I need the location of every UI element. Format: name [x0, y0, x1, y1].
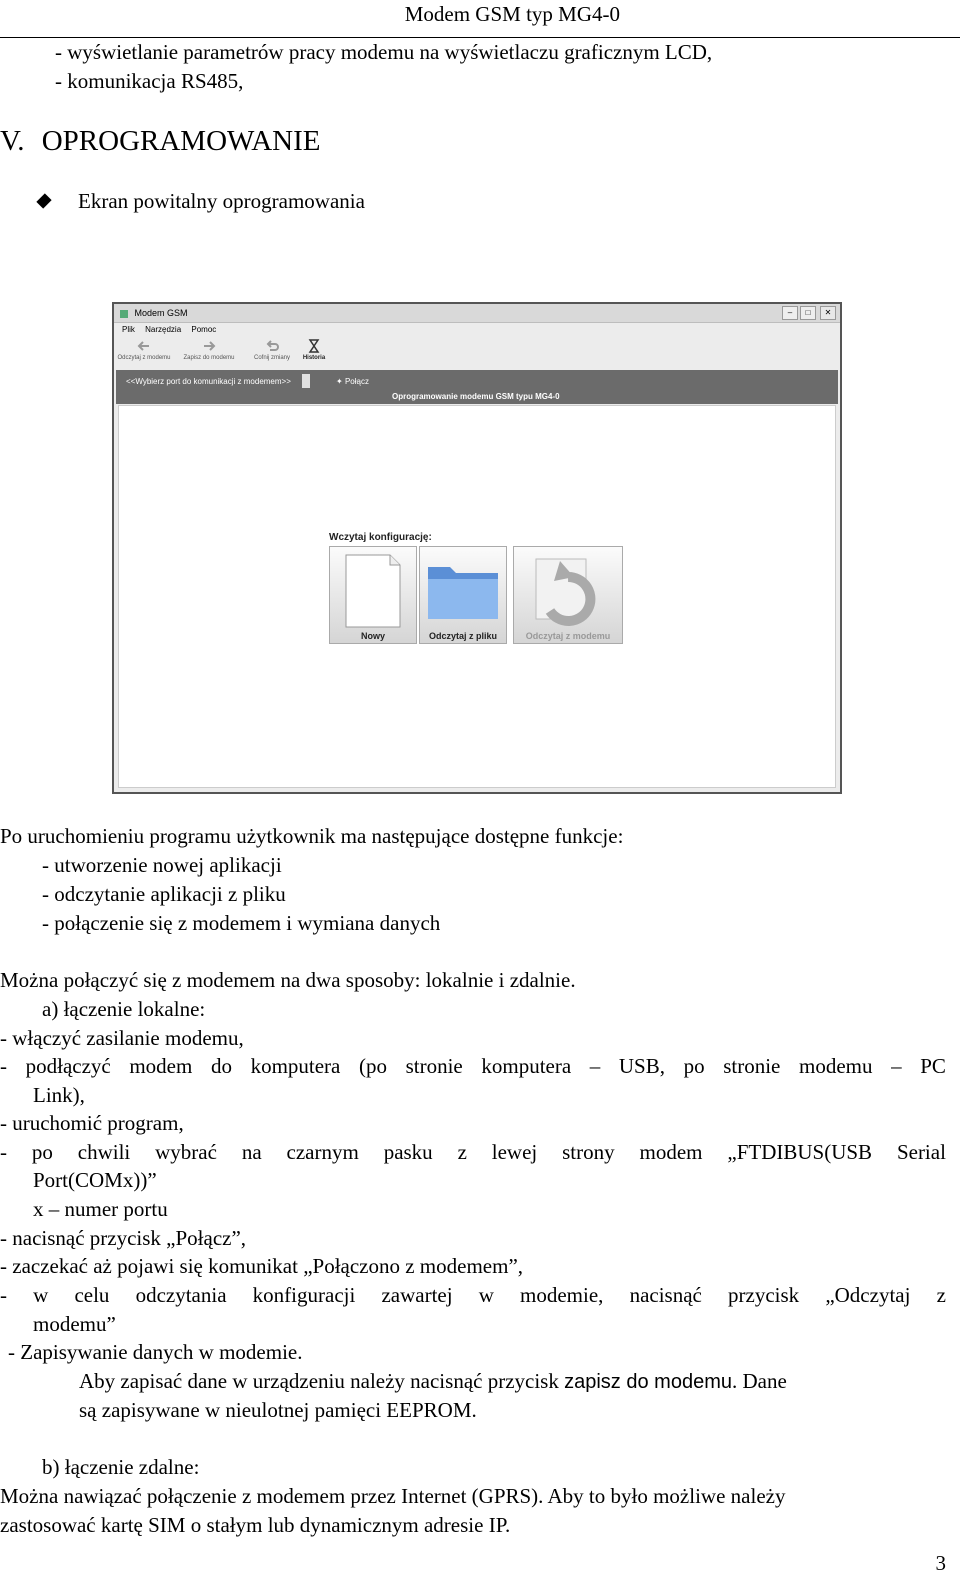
word: „FTDIBUS(USB — [727, 1140, 873, 1164]
function-item: - odczytanie aplikacji z pliku — [42, 882, 286, 906]
local-heading: a) łączenie lokalne: — [42, 997, 206, 1021]
arrow-left-icon — [137, 339, 151, 353]
port-note: x – numer portu — [33, 1197, 168, 1221]
tile-label: Nowy — [360, 631, 385, 641]
connection-intro: Można połączyć się z modemem na dwa sposoby: lokalnie i zdalnie. — [0, 968, 576, 992]
word: po — [683, 1054, 705, 1078]
save-instruction: Aby zapisać dane w urządzeniu należy nacisnąć przycisk zapisz do modemu. Dane — [79, 1369, 787, 1393]
new-config-tile[interactable] — [329, 546, 417, 644]
local-step-continuation: modemu” — [33, 1312, 116, 1336]
subheading: Ekran powitalny oprogramowania — [78, 189, 365, 213]
undo-tool[interactable]: Cofnij zmiany — [242, 339, 302, 361]
word: – — [589, 1054, 601, 1078]
word: lewej — [491, 1140, 538, 1164]
functions-intro: Po uruchomieniu programu użytkownik ma następujące dostępne funkcje: — [0, 824, 624, 848]
close-button[interactable]: ✕ — [820, 306, 836, 320]
write-to-modem-tool[interactable]: Zapisz do modemu — [179, 339, 239, 361]
word: USB, — [618, 1054, 665, 1078]
word: odczytania — [135, 1283, 227, 1307]
minimize-button[interactable]: – — [782, 306, 798, 320]
work-area — [118, 405, 836, 788]
word: komputera — [481, 1054, 572, 1078]
word: podłączyć — [25, 1054, 111, 1078]
word: modemie, — [520, 1283, 604, 1307]
word: z — [457, 1140, 467, 1164]
function-item: - utworzenie nowej aplikacji — [42, 853, 282, 877]
local-step: - uruchomić program, — [0, 1111, 184, 1135]
word: (po — [358, 1054, 387, 1078]
read-from-modem-tool[interactable]: Odczytaj z modemu — [114, 339, 174, 361]
section-title: OPROGRAMOWANIE — [41, 125, 321, 157]
word: chwili — [77, 1140, 131, 1164]
word: modemu — [798, 1054, 873, 1078]
blank-document-icon — [342, 553, 404, 629]
hourglass-icon — [307, 339, 321, 353]
word: - — [0, 1140, 7, 1164]
intro-list-item: - komunikacja RS485, — [55, 69, 244, 93]
word: komputera — [250, 1054, 341, 1078]
toolbar — [114, 337, 840, 369]
port-bar — [116, 370, 838, 404]
remote-text: Można nawiązać połączenie z modemem przez Internet (GPRS). Aby to było możliwe należy — [0, 1484, 786, 1508]
remote-heading: b) łączenie zdalne: — [42, 1455, 200, 1479]
window-titlebar — [114, 304, 840, 323]
word: modem — [639, 1140, 703, 1164]
word: pasku — [383, 1140, 433, 1164]
refresh-arrow-icon — [530, 551, 606, 627]
undo-icon — [265, 339, 279, 353]
function-item: - połączenie się z modemem i wymiana danych — [42, 911, 441, 935]
word: strony — [562, 1140, 615, 1164]
local-step: - nacisnąć przycisk „Połącz”, — [0, 1226, 247, 1250]
menu-tools[interactable]: Narzędzia — [145, 325, 182, 334]
section-number: V. — [0, 125, 25, 157]
section-heading — [0, 124, 320, 158]
local-step-continuation: Port(COMx))” — [33, 1168, 157, 1192]
load-config-label: Wczytaj konfigurację: — [329, 532, 432, 543]
local-step: - zaczekać aż pojawi się komunikat „Połączono z modemem”, — [0, 1254, 524, 1278]
word: po — [31, 1140, 53, 1164]
word: Serial — [896, 1140, 946, 1164]
app-screenshot — [112, 302, 842, 794]
save-instruction: są zapisywane w nieulotnej pamięci EEPROM. — [79, 1398, 477, 1422]
bullet-diamond-icon — [36, 193, 51, 208]
word: zawartej — [381, 1283, 453, 1307]
word: wybrać — [155, 1140, 217, 1164]
menu-file[interactable]: Plik — [122, 325, 135, 334]
window-title: Modem GSM — [134, 308, 188, 318]
local-step-justified — [0, 1281, 946, 1310]
local-step-justified — [0, 1052, 946, 1081]
word: nacisnąć — [629, 1283, 702, 1307]
word: „Odczytaj — [825, 1283, 911, 1307]
tile-label: Odczytaj z pliku — [428, 631, 497, 641]
port-select[interactable]: <<Wybierz port do komunikacji z modemem>> — [126, 377, 291, 386]
maximize-button[interactable]: □ — [800, 306, 816, 320]
intro-list-item: - wyświetlanie parametrów pracy modemu na wyświetlaczu graficznym LCD, — [55, 40, 713, 64]
word: celu — [74, 1283, 110, 1307]
remote-text: zastosować kartę SIM o stałym lub dynamicznym adresie IP. — [0, 1513, 511, 1537]
local-step: - włączyć zasilanie modemu, — [0, 1026, 244, 1050]
page-number: 3 — [935, 1551, 946, 1575]
word: w — [33, 1283, 49, 1307]
word: stronie — [723, 1054, 781, 1078]
menu-bar — [114, 323, 840, 337]
word: z — [936, 1283, 946, 1307]
word: czarnym — [286, 1140, 359, 1164]
connect-button[interactable]: ✦ Połącz — [336, 377, 369, 386]
word: do — [210, 1054, 232, 1078]
word: - — [0, 1283, 7, 1307]
word: na — [241, 1140, 262, 1164]
word: przycisk — [728, 1283, 800, 1307]
history-tool[interactable]: Historia — [284, 339, 344, 361]
app-icon — [120, 310, 128, 318]
menu-help[interactable]: Pomoc — [191, 325, 217, 334]
word: konfiguracji — [252, 1283, 356, 1307]
tile-label: Odczytaj z modemu — [525, 631, 611, 641]
word: - — [0, 1054, 7, 1078]
local-step-justified — [0, 1138, 946, 1167]
folder-icon — [426, 559, 500, 621]
local-step: - Zapisywanie danych w modemie. — [8, 1340, 303, 1364]
arrow-right-icon — [202, 339, 216, 353]
read-modem-tile[interactable] — [513, 546, 623, 644]
word: stronie — [405, 1054, 463, 1078]
load-file-tile[interactable] — [419, 546, 507, 644]
save-button-name: zapisz do modemu — [564, 1371, 732, 1393]
word: – — [891, 1054, 902, 1078]
port-dropdown-icon[interactable] — [302, 374, 310, 388]
word: modem — [129, 1054, 193, 1078]
local-step-continuation: Link), — [33, 1083, 85, 1107]
software-title: Oprogramowanie modemu GSM typu MG4-0 — [392, 392, 560, 401]
word: PC — [920, 1054, 946, 1078]
word: w — [478, 1283, 494, 1307]
running-header: Modem GSM typ MG4-0 — [404, 2, 620, 26]
